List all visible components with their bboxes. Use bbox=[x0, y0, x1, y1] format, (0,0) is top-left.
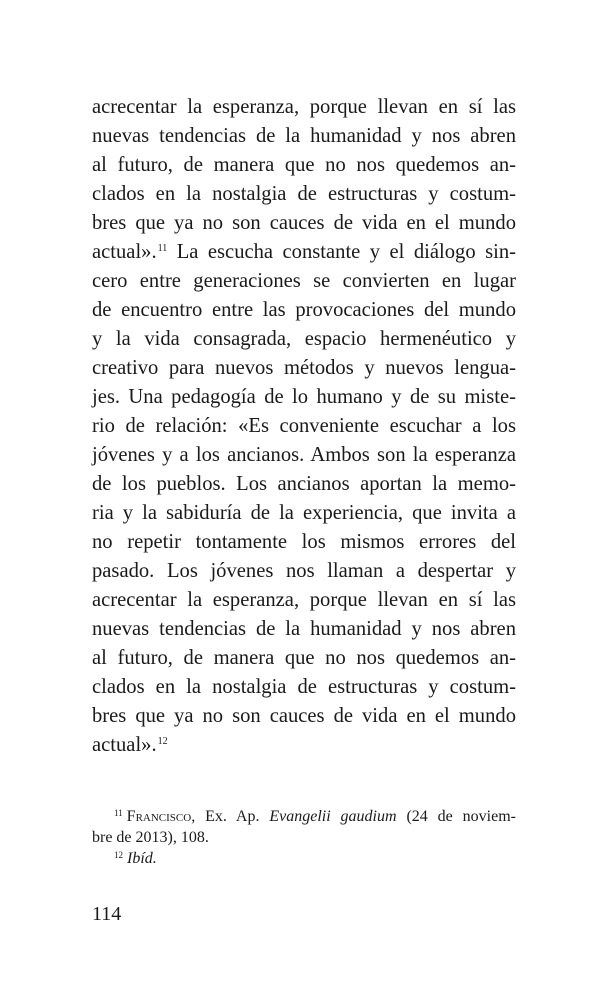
text-line bbox=[92, 238, 516, 267]
text-line: nuevas tendencias de la humanidad y nos abren bbox=[92, 618, 516, 640]
text-line: de los pueblos. Los ancianos aportan la memo- bbox=[92, 473, 516, 495]
text-line: nuevas tendencias de la humanidad y nos abren bbox=[92, 125, 516, 147]
text-fragment: La escucha constante y el diálogo sin- bbox=[167, 241, 516, 263]
text-line: jes. Una pedagogía de lo humano y de su miste- bbox=[92, 386, 516, 408]
text-fragment: actual». bbox=[92, 241, 157, 263]
text-fragment: actual». bbox=[92, 734, 157, 756]
footnote-reference: 12 bbox=[157, 736, 168, 747]
text-line: y la vida consagrada, espacio hermenéutico y bbox=[92, 328, 516, 350]
text-line: rio de relación: «Es conveniente escuchar a los bbox=[92, 415, 516, 437]
footnote-text: , Ex. Ap. bbox=[191, 808, 270, 825]
text-line bbox=[92, 731, 516, 760]
footnote-reference: 11 bbox=[157, 243, 168, 254]
text-line: de encuentro entre las provocaciones del mundo bbox=[92, 299, 516, 321]
footnote-number: 11 bbox=[114, 808, 123, 818]
text-line: no repetir tontamente los mismos errores del bbox=[92, 531, 516, 553]
text-line: clados en la nostalgia de estructuras y costum- bbox=[92, 183, 516, 205]
text-line: bres que ya no son cauces de vida en el mundo bbox=[92, 212, 516, 234]
footnote-12 bbox=[92, 848, 516, 869]
footnote-text: (24 de noviem- bbox=[396, 808, 517, 825]
text-line: creativo para nuevos métodos y nuevos lengua- bbox=[92, 357, 516, 379]
text-line: jóvenes y a los ancianos. Ambos son la esperanza bbox=[92, 444, 516, 466]
body-text bbox=[92, 93, 516, 760]
text-line: bres que ya no son cauces de vida en el mundo bbox=[92, 705, 516, 727]
footnote-text: Ibíd. bbox=[127, 850, 157, 867]
footnote-title: Evangelii gaudium bbox=[269, 808, 397, 825]
footnote-11-continuation: bre de 2013), 108. bbox=[92, 829, 209, 846]
text-line: ria y la sabiduría de la experiencia, que invita a bbox=[92, 502, 516, 524]
text-line: cero entre generaciones se convierten en lugar bbox=[92, 270, 516, 292]
footnote-number: 12 bbox=[114, 850, 123, 860]
footnote-author: Francisco bbox=[126, 808, 192, 825]
text-line: al futuro, de manera que no nos quedemos an- bbox=[92, 647, 516, 669]
footnote-11 bbox=[92, 806, 516, 827]
text-line: clados en la nostalgia de estructuras y costum- bbox=[92, 676, 516, 698]
text-line: acrecentar la esperanza, porque llevan en sí las bbox=[92, 589, 516, 611]
text-line: acrecentar la esperanza, porque llevan en sí las bbox=[92, 96, 516, 118]
footnotes bbox=[92, 806, 516, 869]
text-line: al futuro, de manera que no nos quedemos an- bbox=[92, 154, 516, 176]
text-line: pasado. Los jóvenes nos llaman a despertar y bbox=[92, 560, 516, 582]
page-number: 114 bbox=[92, 903, 122, 925]
